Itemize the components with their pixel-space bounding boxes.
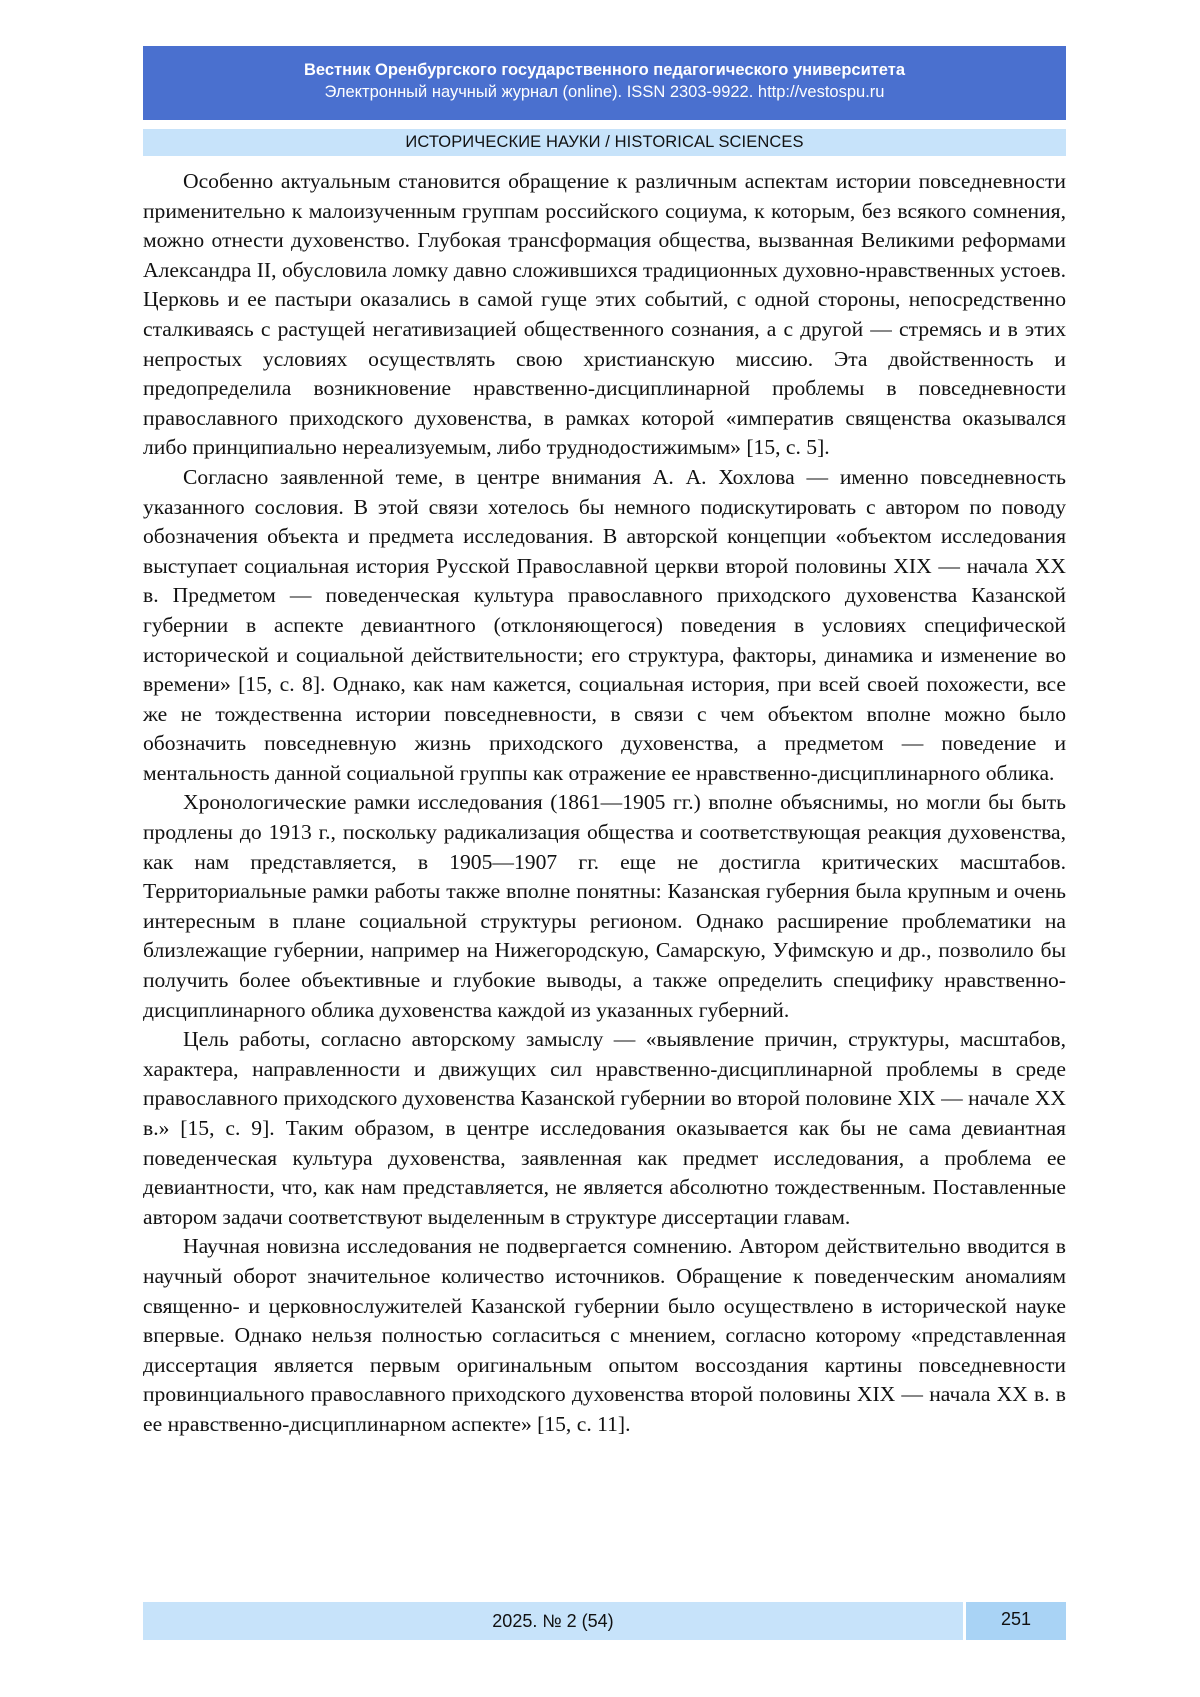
paragraph: Научная новизна исследования не подвергается сомнению. Автором действительно вводится в научный оборот значительное количество источников. Обращение к поведенческим аномалиям священно- и церковнослужителей Казанской губернии было осуществлено в исторической науке впервые. Однако нельзя полностью согласиться с мнением, согласно которому «представленная диссертация является первым оригинальным опытом воссоздания картины повседневности провинциального православного приходского духовенства второй половины XIX — начала XX в. в ее нравственно-дисциплинарном аспекте» [15, с. 11]. — [143, 1234, 1066, 1436]
journal-header — [143, 46, 1066, 120]
issue-footer: 2025. № 2 (54) — [143, 1602, 963, 1640]
article-body — [143, 167, 1066, 1440]
section-title: ИСТОРИЧЕСКИЕ НАУКИ / HISTORICAL SCIENCES — [143, 129, 1066, 156]
paragraph: Согласно заявленной теме, в центре внимания А. А. Хохлова — именно повседневность указанного сословия. В этой связи хотелось бы немного подискутировать с автором по поводу обозначения объекта и предмета исследования. В авторской концепции «объектом исследования выступает социальная история Русской Православной церкви второй половины XIX — начала XX в. Предметом — поведенческая культура православного приходского духовенства Казанской губернии в аспекте девиантного (отклоняющегося) поведения в условиях специфической исторической и социальной действительности; его структура, факторы, динамика и изменение во времени» [15, с. 8]. Однако, как нам кажется, социальная история, при всей своей похожести, все же не тождественна истории повседневности, в связи с чем объектом вполне можно было обозначить повседневную жизнь приходского духовенства, а предметом — поведение и ментальность данной социальной группы как отражение ее нравственно-дисциплинарного облика. — [143, 464, 1066, 785]
paragraph: Цель работы, согласно авторскому замыслу — «выявление причин, структуры, масштабов, характера, направленности и движущих сил нравственно-дисциплинарной проблемы в среде православного приходского духовенства Казанской губернии во второй половине XIX — начале XX в.» [15, с. 9]. Таким образом, в центре исследования оказывается как бы не сама девиантная поведенческая культура духовенства, заявленная как предмет исследования, а проблема ее девиантности, что, как нам представляется, не является абсолютно тождественным. Поставленные автором задачи соответствуют выделенным в структуре диссертации главам. — [143, 1027, 1066, 1229]
journal-title: Вестник Оренбургского государственного педагогического университета — [303, 61, 906, 79]
paragraph: Хронологические рамки исследования (1861—1905 гг.) вполне объяснимы, но могли бы быть продлены до 1913 г., поскольку радикализация общества и соответствующая реакция духовенства, как нам представляется, в 1905—1907 гг. еще не достигла критических масштабов. Территориальные рамки работы также вполне понятны: Казанская губерния была крупным и очень интересным в плане социальной структуры регионом. Однако расширение проблематики на близлежащие губернии, например на Нижегородскую, Самарскую, Уфимскую и др., позволило бы получить более объективные и глубокие выводы, а также определить специфику нравственно-дисциплинарного облика духовенства каждой из указанных губерний. — [143, 790, 1066, 1022]
paragraph: Особенно актуальным становится обращение к различным аспектам истории повседневности применительно к малоизученным группам российского социума, к которым, без всякого сомнения, можно отнести духовенство. Глубокая трансформация общества, вызванная Великими реформами Александра II, обусловила ломку давно сложившихся традиционных духовно-нравственных устоев. Церковь и ее пастыри оказались в самой гуще этих событий, с одной стороны, непосредственно сталкиваясь с растущей негативизацией общественного сознания, а с другой — стремясь и в этих непростых условиях осуществлять свою христианскую миссию. Эта двойственность и предопределила возникновение нравственно-дисциплинарной проблемы в повседневности православного приходского духовенства, в рамках которой «императив священства оказывался либо принципиально нереализуемым, либо труднодостижимым» [15, с. 5]. — [143, 169, 1066, 460]
page-number: 251 — [966, 1602, 1066, 1640]
journal-subtitle: Электронный научный журнал (online). ISSN 2303-9922. http://vestospu.ru — [324, 83, 885, 101]
